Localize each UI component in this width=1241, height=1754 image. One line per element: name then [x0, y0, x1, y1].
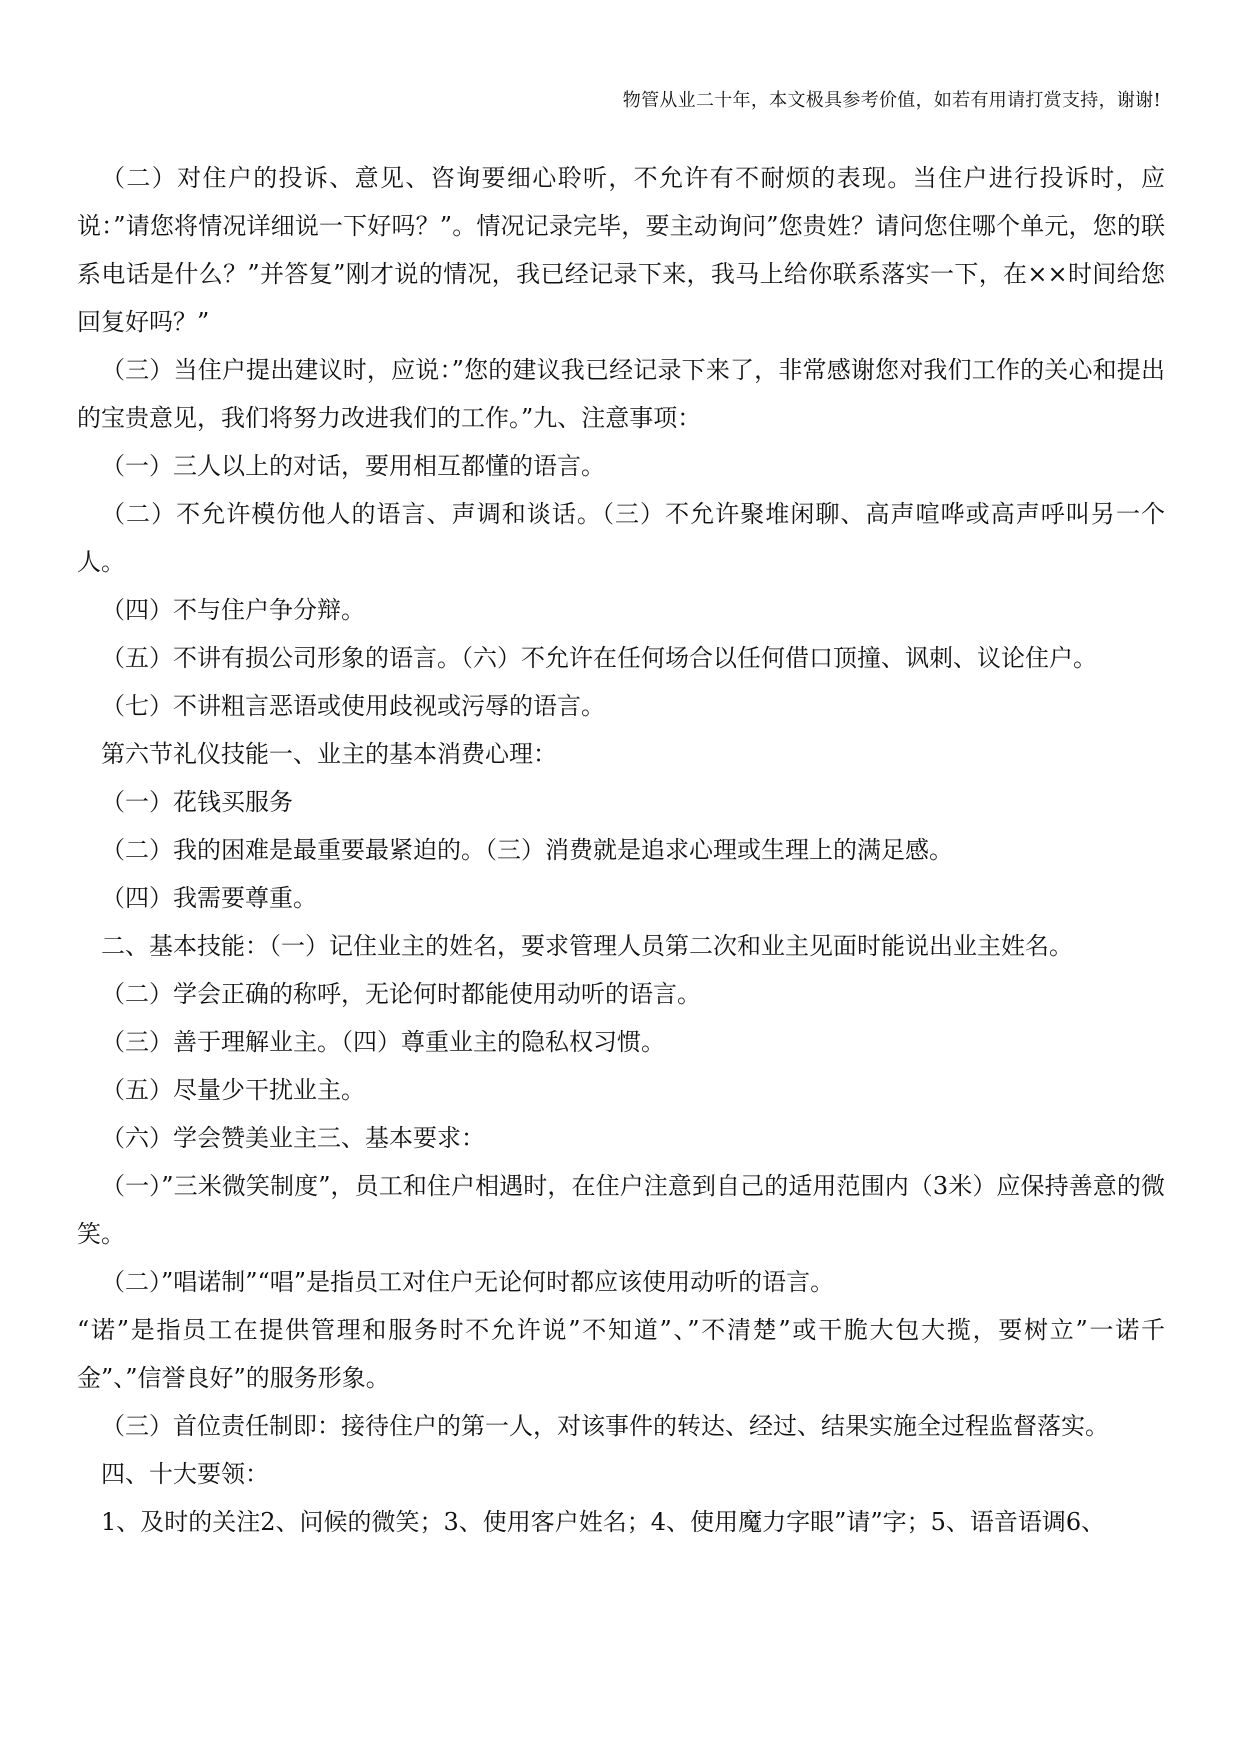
paragraph-ten-essentials-list: 1、及时的关注2、问候的微笑；3、使用客户姓名；4、使用魔力字眼”请”字；5、语音语调6、: [101, 1508, 1106, 1536]
paragraph-note-4: （四）不与住户争分辩。: [101, 596, 365, 624]
document-body: [77, 154, 1165, 1546]
paragraph-skill-2: （二）学会正确的称呼，无论何时都能使用动听的语言。: [101, 980, 701, 1008]
paragraph-psychology-1: （一）花钱买服务: [101, 788, 293, 816]
paragraph-note-5-6: （五）不讲有损公司形象的语言。（六）不允许在任何场合以任何借口顶撞、讽刺、议论住户。: [101, 644, 1097, 672]
paragraph-note-7: （七）不讲粗言恶语或使用歧视或污辱的语言。: [101, 692, 605, 720]
paragraph-skill-5: （五）尽量少干扰业主。: [101, 1076, 365, 1104]
paragraph-skill-6: （六）学会赞美业主三、基本要求：: [101, 1124, 485, 1152]
paragraph-basic-skills: 二、基本技能：（一）记住业主的姓名，要求管理人员第二次和业主见面时能说出业主姓名。: [101, 932, 1073, 960]
paragraph-complaint-handling: （二）对住户的投诉、意见、咨询要细心聆听，不允许有不耐烦的表现。当住户进行投诉时，应说：”请您将情况详细说一下好吗？”。情况记录完毕，要主动询问”您贵姓？请问您住哪个单元，您的联系电话是什么？”并答复”刚才说的情况，我已经记录下来，我马上给你联系落实一下，在××时间给您回复好吗？”: [77, 164, 1165, 336]
paragraph-ten-essentials-heading: 四、十大要领：: [101, 1460, 269, 1488]
section-heading-etiquette: 第六节礼仪技能一、业主的基本消费心理：: [101, 740, 557, 768]
paragraph-nuo-definition: “诺”是指员工在提供管理和服务时不允许说”不知道”、”不清楚”或干脆大包大揽，要树立”一诺千金”、”信誉良好”的服务形象。: [77, 1316, 1165, 1392]
paragraph-chang-nuo: （二）”唱诺制”“唱”是指员工对住户无论何时都应该使用动听的语言。: [101, 1268, 835, 1296]
paragraph-psychology-4: （四）我需要尊重。: [101, 884, 317, 912]
paragraph-first-responsibility: （三）首位责任制即：接待住户的第一人，对该事件的转达、经过、结果实施全过程监督落实。: [101, 1412, 1109, 1440]
paragraph-note-1: （一）三人以上的对话，要用相互都懂的语言。: [101, 452, 605, 480]
paragraph-psychology-2-3: （二）我的困难是最重要最紧迫的。（三）消费就是追求心理或生理上的满足感。: [101, 836, 953, 864]
paragraph-note-2-3: （二）不允许模仿他人的语言、声调和谈话。（三）不允许聚堆闲聊、高声喧哗或高声呼叫另一个人。: [77, 500, 1165, 576]
paragraph-suggestion-response: （三）当住户提出建议时，应说：”您的建议我已经记录下来了，非常感谢您对我们工作的关心和提出的宝贵意见，我们将努力改进我们的工作。”九、注意事项：: [77, 356, 1165, 432]
paragraph-skill-3-4: （三）善于理解业主。（四）尊重业主的隐私权习惯。: [101, 1028, 665, 1056]
paragraph-three-meter-smile: （一）”三米微笑制度”，员工和住户相遇时，在住户注意到自己的适用范围内（3米）应保持善意的微笑。: [77, 1172, 1165, 1248]
header-note: 物管从业二十年，本文极具参考价值，如若有用请打赏支持，谢谢!: [622, 90, 1161, 111]
